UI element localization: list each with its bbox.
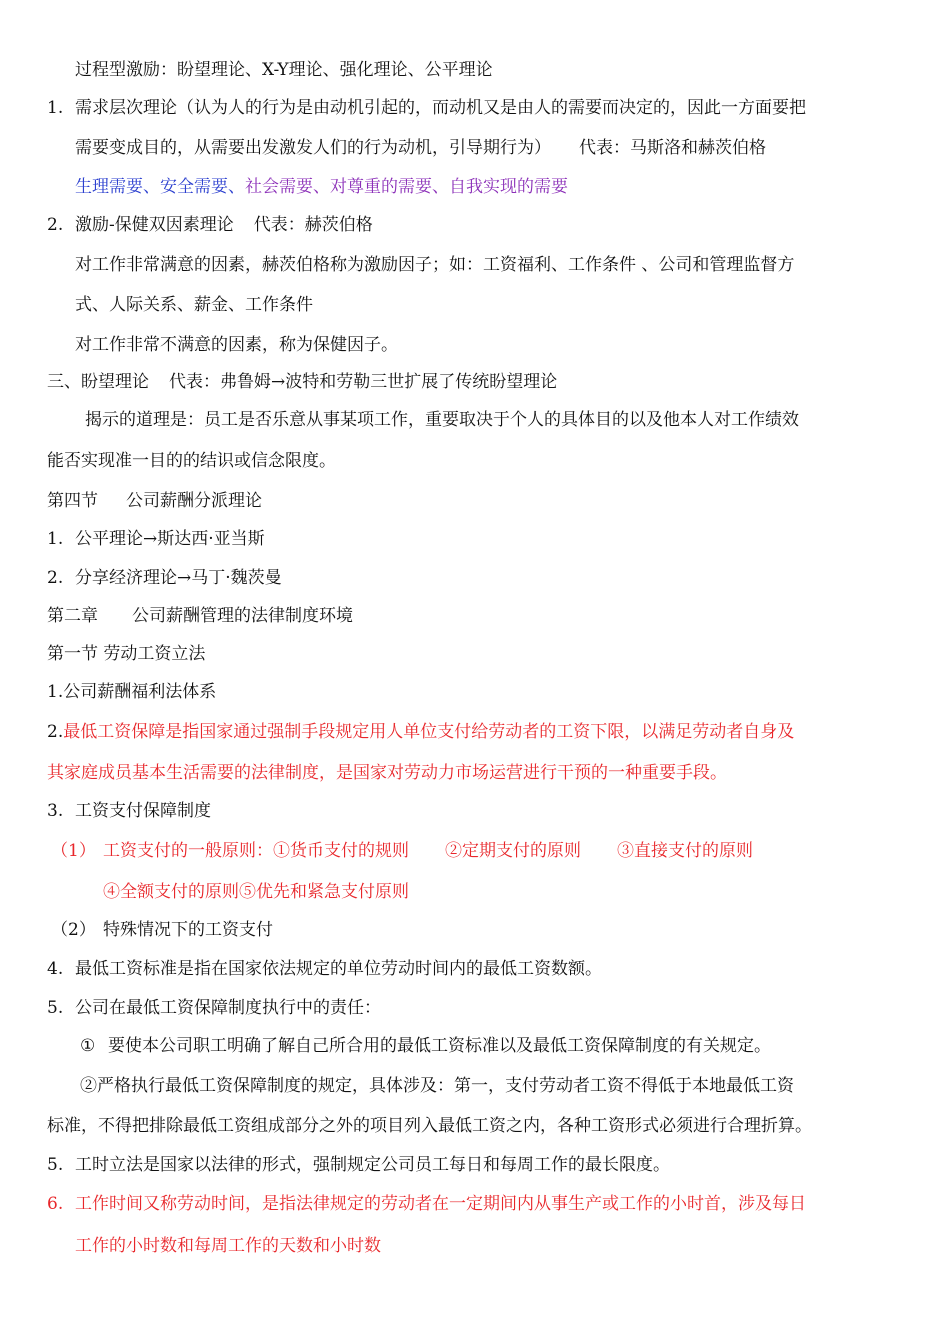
needs-list-purple: 社会需要、对尊重的需要、自我实现的需要 xyxy=(245,177,568,197)
chapter-title: 公司薪酬管理的法律制度环境 xyxy=(132,606,353,626)
motivator-factors-line xyxy=(75,253,794,277)
responsibility-2-continued xyxy=(47,1114,812,1138)
representative: 代表：马斯洛和赫茨伯格 xyxy=(579,138,766,158)
list-number: （1） xyxy=(51,841,96,861)
section-1-heading xyxy=(47,642,205,666)
list-number: （2） xyxy=(51,920,96,940)
principle-1: 工资支付的一般原则：①货币支付的规则 xyxy=(103,841,409,861)
text: 工作的小时数和每周工作的天数和小时数 xyxy=(75,1236,381,1256)
text: 激励-保健双因素理论 xyxy=(75,215,234,235)
item-3-wage-payment-system xyxy=(47,799,211,823)
text: 1.公司薪酬福利法体系 xyxy=(47,682,217,702)
text: 公司在最低工资保障制度执行中的责任： xyxy=(75,998,381,1018)
text: 对工作非常满意的因素，赫茨伯格称为激励因子；如：工资福利、工作条件 、公司和管理监督方 xyxy=(75,255,795,275)
equity-theory-item xyxy=(47,527,265,551)
text: 第一节 劳动工资立法 xyxy=(47,644,206,664)
text: 需求层次理论（认为人的行为是由动机引起的，而动机又是由人的需要而决定的，因此一方面要把 xyxy=(75,98,806,118)
text: 式、人际关系、薪金、工作条件 xyxy=(75,295,313,315)
principle-2: ②定期支付的原则 xyxy=(445,841,581,861)
representative: 代表：弗鲁姆→波特和劳勒三世扩展了传统盼望理论 xyxy=(169,372,558,392)
expectancy-principle-line xyxy=(85,408,799,432)
special-case-payment-line xyxy=(51,918,273,942)
item-6-working-time-definition xyxy=(47,1192,806,1216)
text: 分享经济理论→马丁·魏茨曼 xyxy=(75,568,282,588)
item-4-minimum-wage-standard xyxy=(47,957,602,981)
representative: 代表：赫茨伯格 xyxy=(253,215,373,235)
general-principles-line xyxy=(51,839,753,863)
text: 揭示的道理是：员工是否乐意从事某项工作，重要取决于个人的具体目的以及他本人对工作绩效 xyxy=(85,410,799,430)
list-number: 3. xyxy=(47,801,64,821)
text: 标准，不得把排除最低工资组成部分之外的项目列入最低工资之内，各种工资形式必须进行合理折算。 xyxy=(47,1116,812,1136)
principle-3: ③直接支付的原则 xyxy=(617,841,753,861)
text: 能否实现准一目的的结识或信念限度。 xyxy=(47,451,336,471)
list-number: 1. xyxy=(47,529,64,549)
text: 公平理论→斯达西·亚当斯 xyxy=(75,529,265,549)
list-number: 6. xyxy=(47,1194,64,1214)
motivator-factors-continued xyxy=(75,293,313,317)
list-number: 5. xyxy=(47,998,64,1018)
section-3-expectancy-theory xyxy=(47,370,557,394)
section-title: 公司薪酬分派理论 xyxy=(126,491,262,511)
text: 过程型激励：盼望理论、X-Y理论、强化理论、公平理论 xyxy=(75,60,493,80)
text: 最低工资保障是指国家通过强制手段规定用人单位支付给劳动者的工资下限，以满足劳动者自身及 xyxy=(63,722,795,742)
list-number: 1. xyxy=(47,98,64,118)
item-1-law-system xyxy=(47,680,216,704)
item-1-hierarchy-of-needs xyxy=(47,96,806,120)
text: ④全额支付的原则⑤优先和紧急支付原则 xyxy=(103,882,409,902)
minimum-wage-definition-continued xyxy=(47,761,727,785)
general-principles-continued xyxy=(103,880,409,904)
text: 需要变成目的，从需要出发激发人们的行为动机，引导期行为） xyxy=(75,138,551,158)
text: 工作时间又称劳动时间，是指法律规定的劳动者在一定期间内从事生产或工作的小时首，涉及每日 xyxy=(75,1194,806,1214)
item-5-working-hours-legislation xyxy=(47,1153,670,1177)
share-economy-item xyxy=(47,566,282,590)
list-number: 2. xyxy=(47,568,64,588)
chapter-label: 第二章 xyxy=(47,606,98,626)
process-motivation-line xyxy=(75,58,493,82)
text: 其家庭成员基本生活需要的法律制度，是国家对劳动力市场运营进行干预的一种重要手段。 xyxy=(47,763,727,783)
text: 工时立法是国家以法律的形式，强制规定公司员工每日和每周工作的最长限度。 xyxy=(75,1155,670,1175)
responsibility-1-line xyxy=(80,1034,771,1058)
responsibility-2-line xyxy=(80,1074,794,1098)
text: 三、盼望理论 xyxy=(47,372,149,392)
list-number: ① xyxy=(80,1036,96,1056)
hygiene-factors-line xyxy=(75,333,398,357)
text: ②严格执行最低工资保障制度的规定，具体涉及：第一，支付劳动者工资不得低于本地最低工资 xyxy=(80,1076,794,1096)
list-number: 4. xyxy=(47,959,64,979)
list-number: 5. xyxy=(47,1155,64,1175)
item-5-company-responsibility xyxy=(47,996,381,1020)
text: 最低工资标准是指在国家依法规定的单位劳动时间内的最低工资数额。 xyxy=(75,959,602,979)
section-4-heading xyxy=(47,489,262,513)
text: 对工作非常不满意的因素，称为保健因子。 xyxy=(75,335,398,355)
section-label: 第四节 xyxy=(47,491,98,511)
text: 特殊情况下的工资支付 xyxy=(103,920,273,940)
list-number: 2. xyxy=(47,722,64,742)
needs-list-line xyxy=(75,175,568,199)
needs-list-blue: 生理需要、安全需要、 xyxy=(75,177,245,197)
item-2-minimum-wage-definition xyxy=(47,720,794,744)
chapter-2-heading xyxy=(47,604,353,628)
list-number: 2. xyxy=(47,215,64,235)
hierarchy-continued-line xyxy=(75,136,766,160)
text: 要使本公司职工明确了解自己所合用的最低工资标准以及最低工资保障制度的有关规定。 xyxy=(108,1036,771,1056)
item-2-two-factor-theory xyxy=(47,213,373,237)
expectancy-principle-continued xyxy=(47,449,336,473)
text: 工资支付保障制度 xyxy=(75,801,211,821)
working-time-definition-continued xyxy=(75,1234,381,1258)
